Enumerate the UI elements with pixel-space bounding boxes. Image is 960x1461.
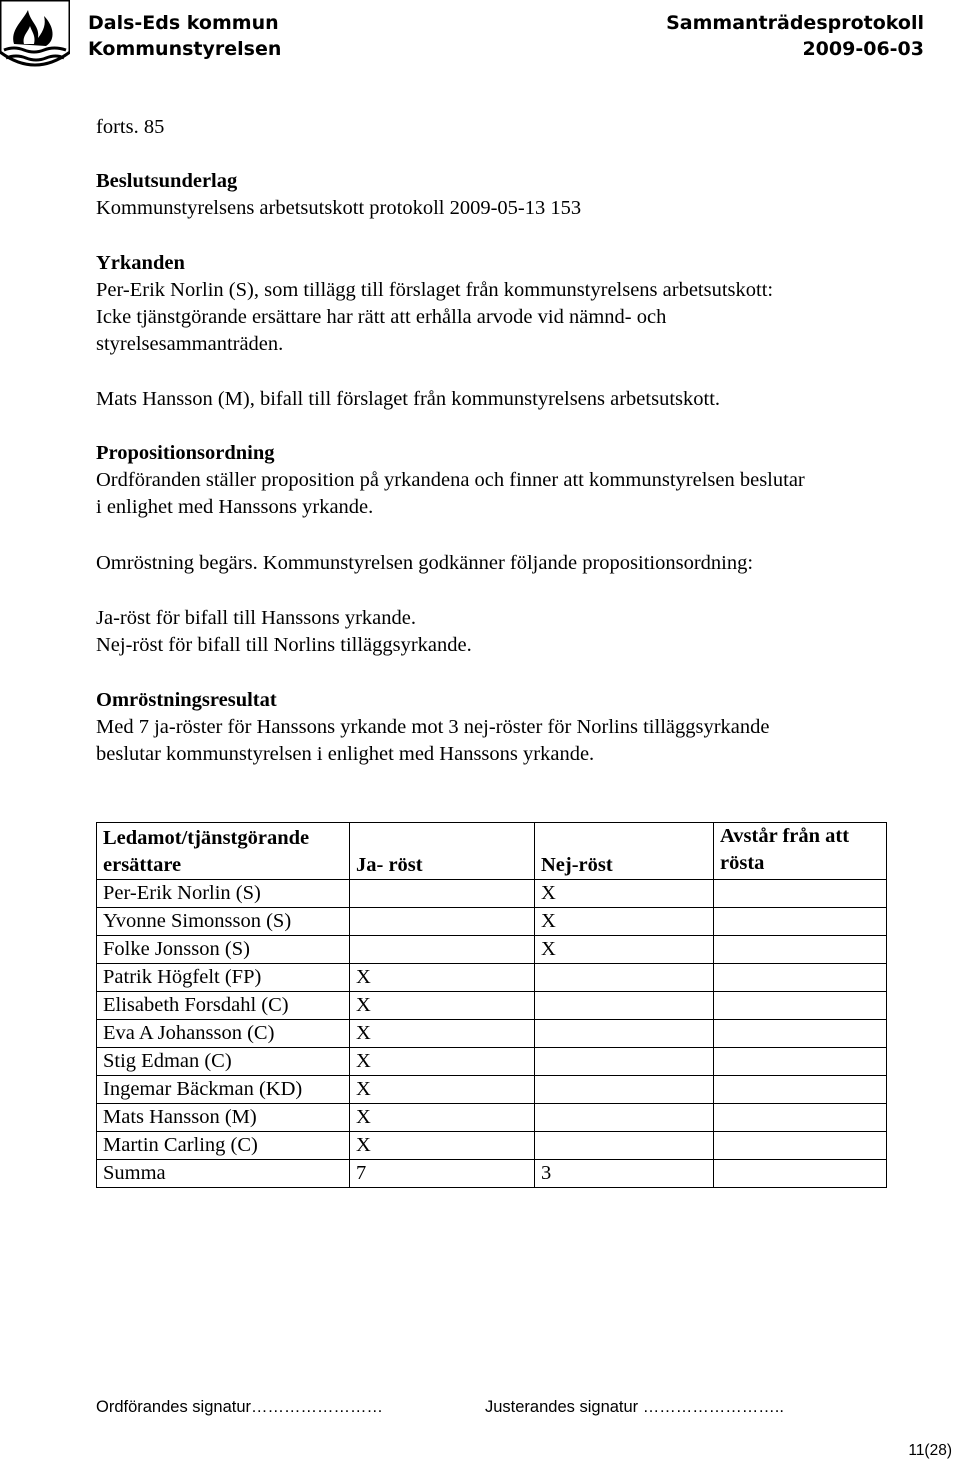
header-abstain-line1: Avstår från att [720, 825, 850, 847]
motion2-text: Mats Hansson (M), bifall till förslaget från kommunstyrelsens arbetsutskott. [96, 388, 721, 410]
abstain-vote [714, 1048, 887, 1076]
table-row [97, 908, 887, 936]
yes-vote [350, 908, 535, 936]
continuation-text: forts. 85 [96, 116, 165, 138]
yes-vote: X [350, 1104, 535, 1132]
no-vote [535, 1104, 714, 1132]
abstain-vote [714, 908, 887, 936]
no-vote: X [535, 908, 714, 936]
motion2 [96, 386, 720, 413]
no-vote: X [535, 936, 714, 964]
abstain-vote [714, 992, 887, 1020]
motions-heading: Yrkanden [96, 252, 185, 274]
no-vote [535, 964, 714, 992]
total-no: 3 [535, 1160, 714, 1188]
yes-vote: X [350, 1020, 535, 1048]
yes-vote [350, 880, 535, 908]
abstain-vote [714, 1104, 887, 1132]
member-name: Eva A Johansson (C) [97, 1020, 350, 1048]
motion1-line: Icke tjänstgörande ersättare har rätt att erhålla arvode vid nämnd- och [96, 306, 667, 328]
total-yes: 7 [350, 1160, 535, 1188]
header-abstain [714, 823, 887, 880]
yes-vote: X [350, 992, 535, 1020]
no-vote: X [535, 880, 714, 908]
basis-heading: Beslutsunderlag [96, 170, 238, 192]
vote-request-text: Omröstning begärs. Kommunstyrelsen godkänner följande propositionsordning: [96, 552, 754, 574]
table-row [97, 936, 887, 964]
vote-option: Ja-röst för bifall till Hanssons yrkande. [96, 607, 416, 629]
proposition-section [96, 440, 805, 521]
abstain-vote [714, 880, 887, 908]
motions-section [96, 250, 773, 358]
header-no: Nej-röst [535, 823, 714, 880]
member-name: Martin Carling (C) [97, 1132, 350, 1160]
committee-name: Kommunstyrelsen [88, 38, 282, 60]
header-yes: Ja- röst [350, 823, 535, 880]
municipality-logo [0, 0, 70, 70]
no-vote [535, 992, 714, 1020]
chair-signature: Ordförandes signatur…………………… [96, 1398, 384, 1416]
member-name: Per-Erik Norlin (S) [97, 880, 350, 908]
vote-options [96, 605, 472, 659]
yes-vote: X [350, 1048, 535, 1076]
page-header [0, 0, 960, 70]
member-name: Ingemar Bäckman (KD) [97, 1076, 350, 1104]
abstain-vote [714, 1020, 887, 1048]
basis-text: Kommunstyrelsens arbetsutskott protokoll 2009-05-13 153 [96, 197, 582, 219]
document-type: Sammanträdesprotokoll [666, 12, 924, 34]
no-vote [535, 1048, 714, 1076]
motion1-line: Per-Erik Norlin (S), som tillägg till förslaget från kommunstyrelsens arbetsutskott: [96, 279, 774, 301]
page-number: 11(28) [908, 1442, 952, 1459]
table-header-row [97, 823, 887, 880]
table-row [97, 1020, 887, 1048]
proposition-heading: Propositionsordning [96, 442, 275, 464]
member-name: Mats Hansson (M) [97, 1104, 350, 1132]
result-heading: Omröstningsresultat [96, 689, 277, 711]
total-row [97, 1160, 887, 1188]
meeting-date: 2009-06-03 [802, 38, 924, 60]
no-vote [535, 1132, 714, 1160]
vote-request [96, 550, 753, 577]
yes-vote: X [350, 1076, 535, 1104]
member-name: Elisabeth Forsdahl (C) [97, 992, 350, 1020]
yes-vote [350, 936, 535, 964]
abstain-vote [714, 964, 887, 992]
abstain-vote [714, 1076, 887, 1104]
proposition-line: Ordföranden ställer proposition på yrkandena och finner att kommunstyrelsen beslutar [96, 469, 805, 491]
abstain-vote [714, 1132, 887, 1160]
table-row [97, 1048, 887, 1076]
basis-section [96, 168, 581, 222]
no-vote [535, 1076, 714, 1104]
member-name: Folke Jonsson (S) [97, 936, 350, 964]
yes-vote: X [350, 1132, 535, 1160]
table-row [97, 1104, 887, 1132]
org-name: Dals-Eds kommun [88, 12, 279, 34]
no-vote [535, 1020, 714, 1048]
continuation-line [96, 114, 164, 141]
member-name: Patrik Högfelt (FP) [97, 964, 350, 992]
header-member-line1: Ledamot/tjänstgörande [103, 827, 310, 849]
vote-table [96, 822, 887, 1188]
table-row [97, 1132, 887, 1160]
member-name: Yvonne Simonsson (S) [97, 908, 350, 936]
table-row [97, 992, 887, 1020]
member-name: Stig Edman (C) [97, 1048, 350, 1076]
motion1-line: styrelsesammanträden. [96, 333, 284, 355]
header-member-line2: ersättare [103, 854, 182, 876]
total-label: Summa [97, 1160, 350, 1188]
table-row [97, 1076, 887, 1104]
table-row [97, 880, 887, 908]
table-row [97, 964, 887, 992]
yes-vote: X [350, 964, 535, 992]
adjuster-signature: Justerandes signatur …………………….. [485, 1398, 784, 1416]
vote-option: Nej-röst för bifall till Norlins tilläggsyrkande. [96, 634, 472, 656]
header-member [97, 823, 350, 880]
result-line: beslutar kommunstyrelsen i enlighet med Hanssons yrkande. [96, 743, 595, 765]
proposition-line: i enlighet med Hanssons yrkande. [96, 496, 374, 518]
result-section [96, 687, 770, 768]
header-abstain-line2: rösta [720, 852, 765, 874]
abstain-vote [714, 936, 887, 964]
total-abstain [714, 1160, 887, 1188]
result-line: Med 7 ja-röster för Hanssons yrkande mot 3 nej-röster för Norlins tilläggsyrkande [96, 716, 770, 738]
